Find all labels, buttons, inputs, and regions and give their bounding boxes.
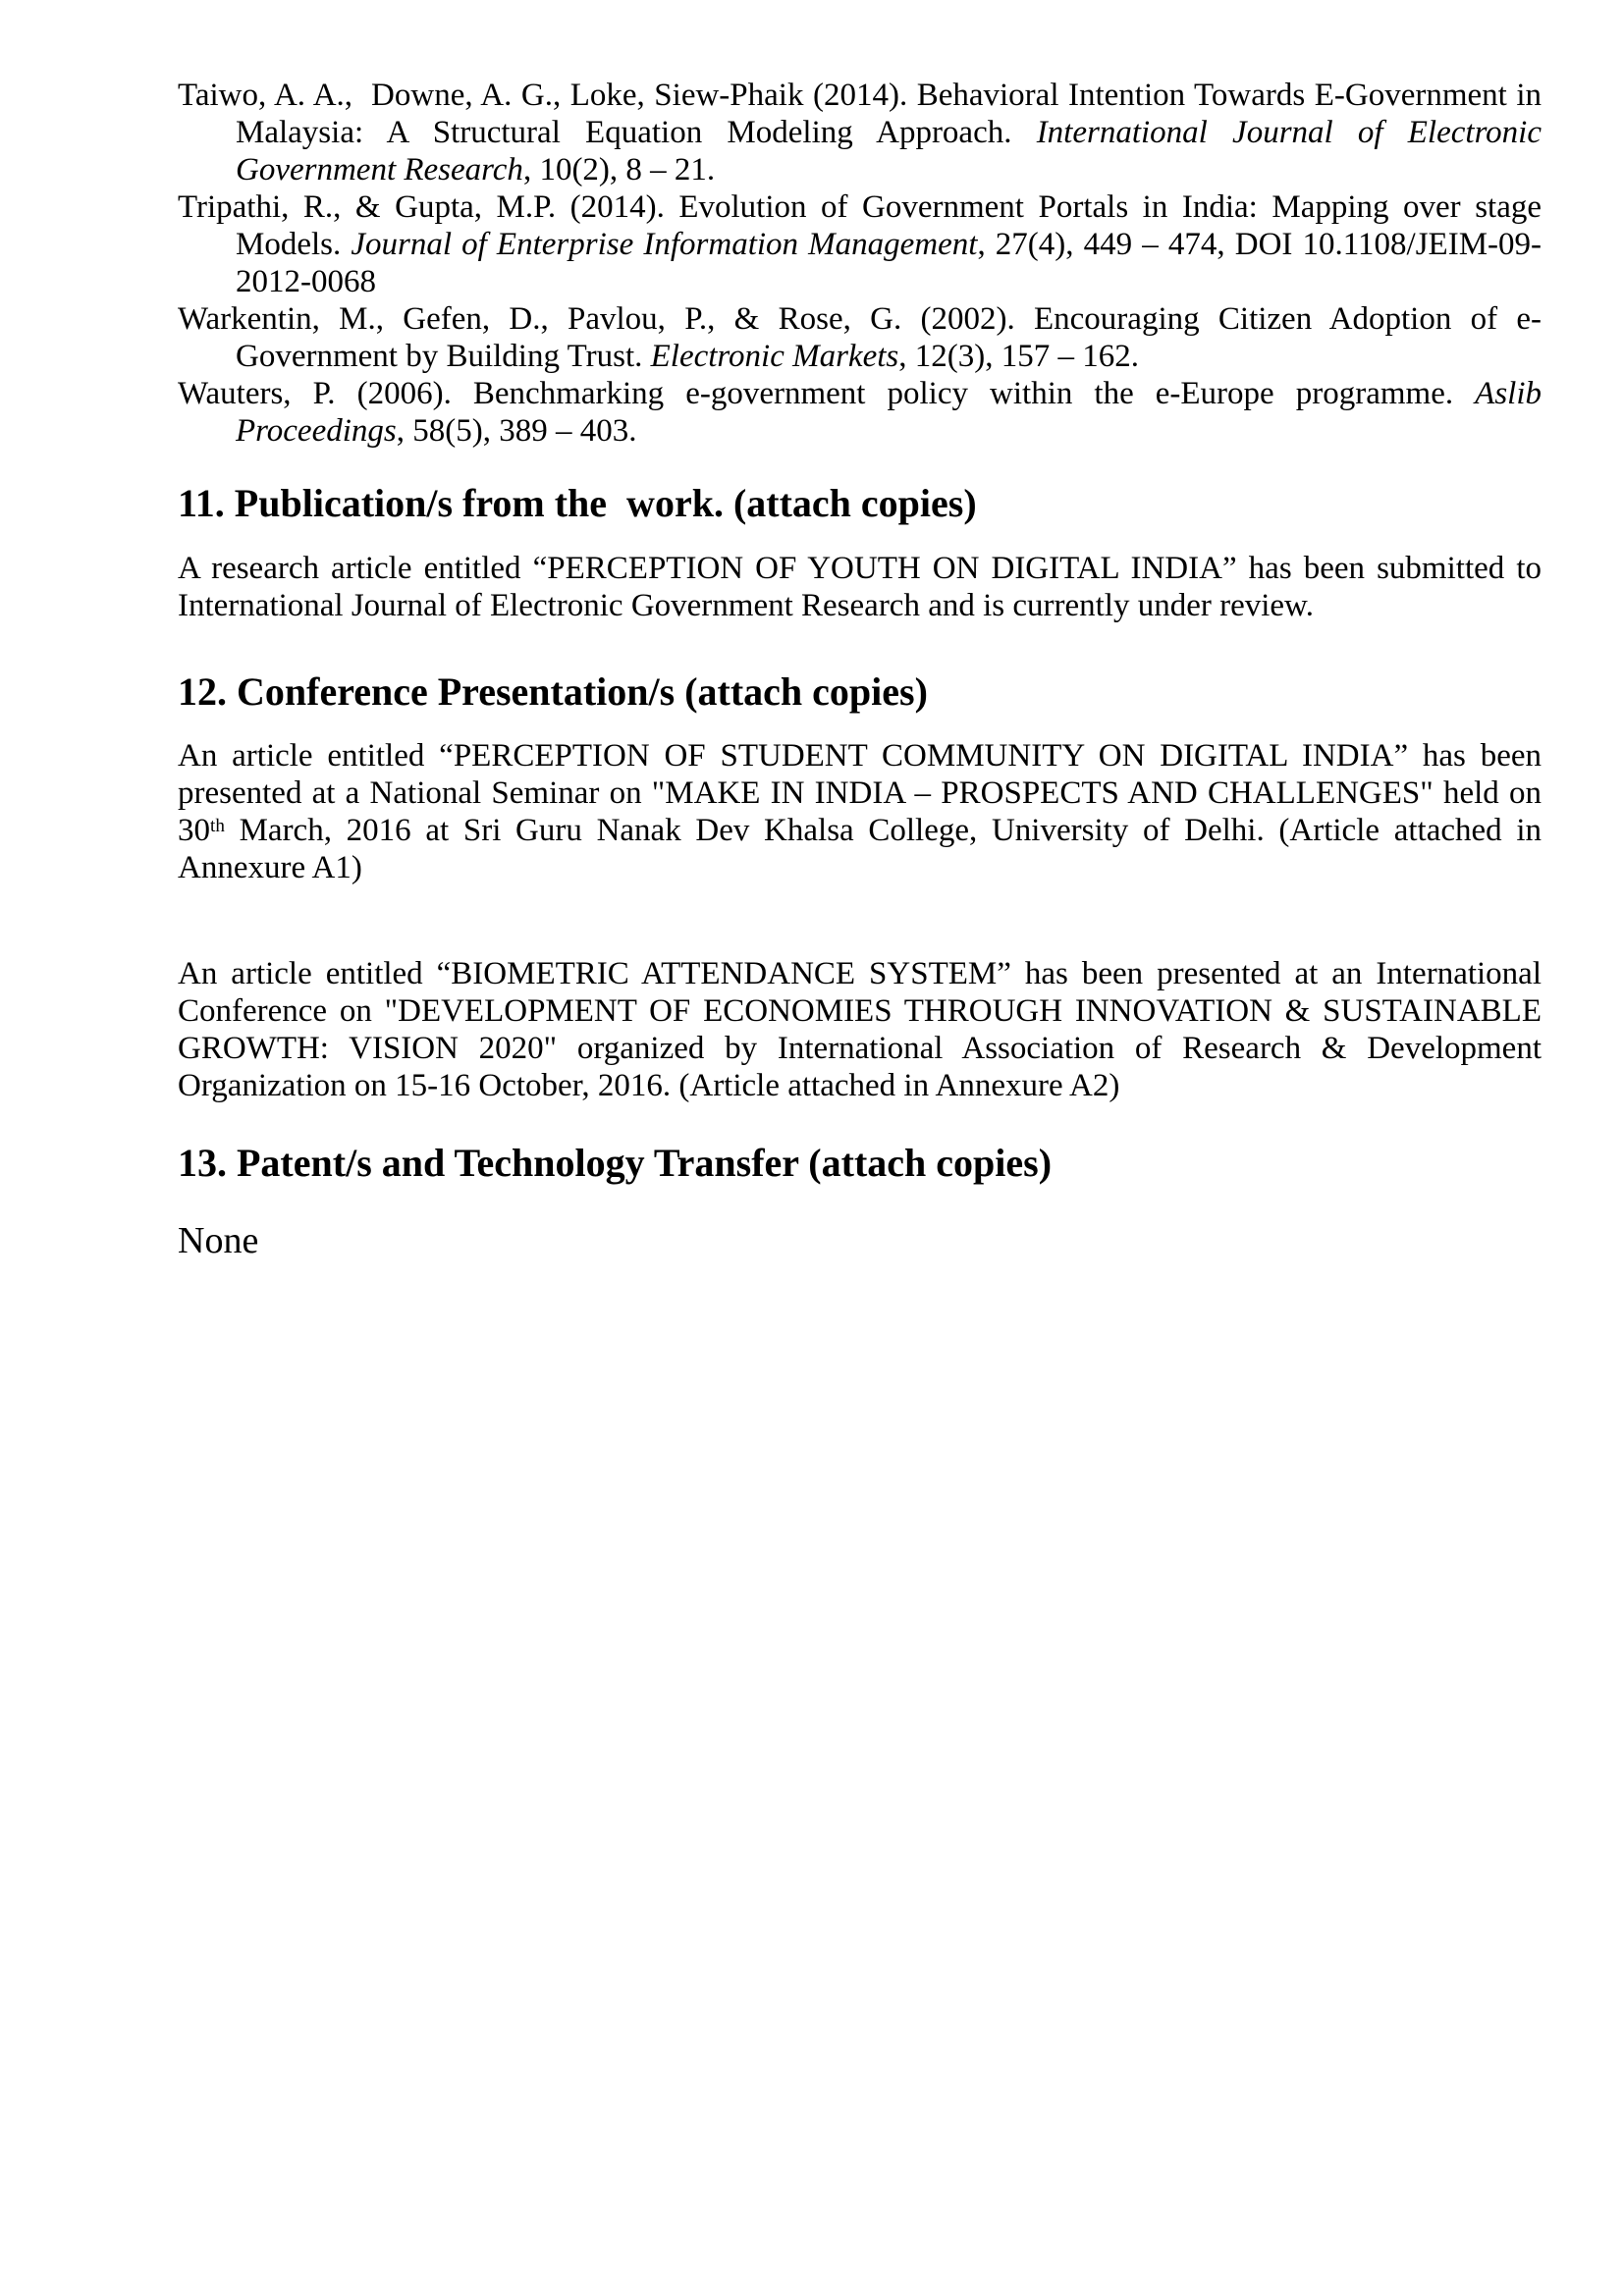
- reference-text: Wauters, P. (2006). Benchmarking e-government policy within the e-Europe programme.: [178, 376, 1476, 411]
- reference-text: , 58(5), 389 – 403.: [396, 413, 637, 449]
- section-heading-publications: 11. Publication/s from the work. (attach copies): [178, 481, 977, 525]
- conference-paragraph-2: An article entitled “BIOMETRIC ATTENDANCE SYSTEM” has been presented at an International Conference on "DEVELOPMENT OF ECONOMIES THROUGH INNOVATION & SUSTAINABLE GROWTH: VISION 2020" organized by International Association of Research & Development Organization on 15-16 October, 2016. (Article attached in Annexure A2): [178, 956, 1550, 1103]
- paragraph-text: March, 2016 at Sri Guru Nanak Dev Khalsa College, University of Delhi. (Article attached in Annexure A1): [178, 813, 1548, 885]
- reference-journal: Electronic Markets: [650, 339, 899, 374]
- reference-item: [178, 300, 1542, 375]
- section-heading-patents: 13. Patent/s and Technology Transfer (attach copies): [178, 1141, 1053, 1185]
- reference-text: Tripathi, R., & Gupta, M.P. (2014). Evolution of Government Portals in India: Mapping over stage Models.: [178, 189, 1550, 262]
- paragraph-text: An article entitled “PERCEPTION OF STUDENT COMMUNITY ON DIGITAL INDIA” has been presented at a National Seminar on "MAKE IN INDIA – PROSPECTS AND CHALLENGES" held on 30: [178, 738, 1550, 848]
- reference-list: [178, 77, 1550, 450]
- reference-item: [178, 188, 1550, 300]
- reference-text: Taiwo, A. A., Downe, A. G., Loke, Siew-Phaik (2014). Behavioral Intention Towards E-Government in Malaysia: A Structural Equation Modeling Approach.: [178, 78, 1550, 150]
- reference-item: [178, 77, 1550, 188]
- conference-paragraph-1: [178, 737, 1550, 886]
- reference-text: Warkentin, M., Gefen, D., Pavlou, P., & Rose, G. (2002). Encouraging Citizen Adoption of e-Government by Building Trust.: [178, 301, 1542, 374]
- patents-paragraph-none: None: [178, 1220, 259, 1261]
- reference-text: , 27(4), 449 – 474, DOI 10.1108/JEIM-09-2012-0068: [236, 227, 1542, 299]
- reference-text: , 12(3), 157 – 162.: [898, 339, 1139, 374]
- reference-journal: International Journal of Electronic Government Research: [236, 115, 1550, 187]
- publications-paragraph: A research article entitled “PERCEPTION OF YOUTH ON DIGITAL INDIA” has been submitted to International Journal of Electronic Government Research and is currently under review.: [178, 551, 1550, 623]
- reference-journal: Aslib Proceedings: [236, 376, 1550, 449]
- section-heading-conference-presentations: 12. Conference Presentation/s (attach copies): [178, 669, 928, 714]
- ordinal-superscript: th: [210, 816, 225, 837]
- reference-journal: Journal of Enterprise Information Management: [351, 227, 978, 262]
- reference-text: , 10(2), 8 – 21.: [522, 152, 716, 187]
- reference-item: [178, 375, 1550, 450]
